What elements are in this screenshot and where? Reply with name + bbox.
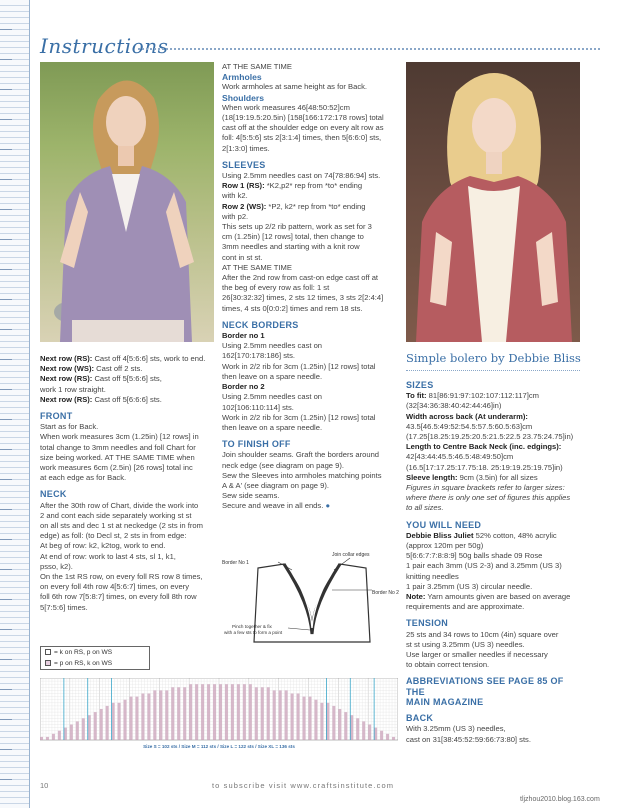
- purl-column: [94, 712, 97, 740]
- purl-column: [135, 697, 138, 740]
- chart-key: = k on RS, p on WS = p on RS, k on WS: [40, 646, 150, 670]
- purl-column: [237, 684, 240, 740]
- instructions-column-2: AT THE SAME TIME Armholes Work armholes at same height as for Back. Shoulders When work measures 46[48:50:52]cm (18[19:19.5:20.5in) [158[166:172:178 rows] total cast off at the shoulder edge on every alt row as foll: 4[5:5:6] sts 2[3:1:4] times, then 5[6:6:0] sts, 2[1:3:0] times. SLEEVES Using 2.5mm needles cast on 74[78:86:94] sts. Row 1 (RS): *K2,p2* rep from *to* ending with k2. Row 2 (WS): *P2, k2* rep from *to* ending with p2. This sets up 2/2 rib pattern, work as set for 3 cm (1.25in) [12 rows] total, then change to 3mm needles and starting with a knit row cont in st st. AT THE SAME TIME After the 2nd row from cast-on edge cast off at the beg of every row as foll: 1 st 26[30:32:32] times, 2 sts 12 times, 3 sts 2[2:4:4] times, 4 sts 0[0:0:2] times and rem 18 sts. NECK BORDERS Border no 1 Using 2.5mm needles cast on 162[170:178:186] sts. Work in 2/2 rib for 3cm (1.25in) [12 rows] total then leave on a spare needle. Border no 2 Using 2.5mm needles cast on 102[106:110:114] sts. Work in 2/2 rib for 3cm (1.25in) [12 rows] total then leave on a spare needle. TO FINISH OFF Join shoulder seams. Graft the borders around neck edge (see diagram on page 9). Sew the Sleeves into armholes matching points A & A' (see diagram on page 9). Sew side seams. Secure and weave in all ends. ●: [222, 62, 402, 512]
- purl-column: [207, 684, 210, 740]
- diagram-border2-label: Border No 2: [372, 590, 399, 596]
- purl-column: [332, 706, 335, 740]
- purl-column: [100, 709, 103, 740]
- purl-column: [255, 687, 258, 740]
- purl-column: [147, 694, 150, 741]
- purl-column: [309, 697, 312, 740]
- purl-column: [344, 712, 347, 740]
- purl-column: [303, 697, 306, 740]
- garment-diagram: [222, 550, 400, 650]
- model-photo-left: [40, 62, 214, 342]
- purl-column: [58, 731, 61, 740]
- purl-column: [362, 721, 365, 740]
- knit-symbol-icon: [45, 649, 51, 655]
- purl-column: [46, 737, 49, 740]
- sizes-heading: SIZES: [406, 380, 434, 390]
- purl-column: [249, 684, 252, 740]
- purl-column: [285, 690, 288, 740]
- purl-column: [159, 690, 162, 740]
- purl-column: [320, 703, 323, 740]
- title-divider: [138, 48, 600, 50]
- purl-column: [297, 694, 300, 741]
- purl-column: [183, 687, 186, 740]
- diagram-join-label: Join collar edges: [332, 552, 370, 558]
- subtitle-divider: [406, 370, 580, 371]
- purl-column: [374, 728, 377, 740]
- purl-symbol-icon: [45, 660, 51, 666]
- purl-column: [243, 684, 246, 740]
- footer-subscribe: to subscribe visit www.craftsinstitute.com: [212, 781, 395, 790]
- neck-borders-heading: NECK BORDERS: [222, 319, 299, 330]
- instructions-column-3: SIZES To fit: 81[86:91:97:102:107:112:117]cm (32[34:36:38:40:42:44:46]in) Width across back (At underarm): 43.5[46.5:49:52:54.5:57.5:60.5:63]cm (17.25[18.25:19.25:20.5:21.5:22.5 23.75:24.75]in) Length to Centre Back Neck (inc. edgings): 42[43:44:45.5:46.5:48:49:50]cm (16.5[17:17.25:17.75:18. 25:19:19.25:19.75]in) Sleeve length: 9cm (3.5in) for all sizes Figures in square brackets refer to larger sizes: where there is only one set of figures this applies to all sizes. YOU WILL NEED Debbie Bliss Juliet 52% cotton, 48% acrylic (approx 120m per 50g) 5[6:6:7:7:8:8:9] 50g balls shade 09 Rose 1 pair each 3mm (US 2-3) and 3.25mm (US 3) knitting needles 1 pair 3.25mm (US 3) circular needle. Note: Yarn amounts given are based on average requirements and are approximate. TENSION 25 sts and 34 rows to 10cm (4in) square over st st using 3.25mm (US 3) needles. Use larger or smaller needles if necessary to obtain correct tension. ABBREVIATIONS SEE PAGE 85 OF THE MAIN MAGAZINE BACK With 3.25mm (US 3) needles, cast on 31[38:45:52:59:66:73:80] sts.: [406, 374, 584, 745]
- pattern-title: Simple bolero by Debbie Bliss: [406, 351, 581, 365]
- purl-column: [279, 690, 282, 740]
- purl-column: [261, 687, 264, 740]
- abbreviations-heading: ABBREVIATIONS SEE PAGE 85 OF THE MAIN MAGAZINE: [406, 676, 564, 707]
- neck-heading: NECK: [40, 489, 67, 500]
- page-number: 10: [40, 781, 49, 790]
- purl-column: [171, 687, 174, 740]
- purl-column: [124, 700, 127, 740]
- chart-size-label: Size S = 102 sts / Size M = 112 sts / Size L = 122 sts / Size XL = 136 sts: [143, 744, 295, 749]
- purl-column: [189, 684, 192, 740]
- purl-column: [195, 684, 198, 740]
- purl-column: [141, 694, 144, 741]
- purl-column: [106, 706, 109, 740]
- purl-column: [231, 684, 234, 740]
- purl-column: [356, 718, 359, 740]
- model-photo-right: [406, 62, 580, 342]
- purl-column: [76, 721, 79, 740]
- purl-column: [118, 703, 121, 740]
- purl-column: [291, 694, 294, 741]
- purl-column: [225, 684, 228, 740]
- purl-column: [219, 684, 222, 740]
- watermark: tljzhou2010.blog.163.com: [520, 796, 600, 803]
- purl-column: [273, 690, 276, 740]
- finish-heading: TO FINISH OFF: [222, 439, 291, 450]
- tension-heading: TENSION: [406, 618, 449, 629]
- purl-column: [201, 684, 204, 740]
- purl-column: [165, 690, 168, 740]
- diagram-pinch-label-2: with a few sts to form a point: [224, 630, 283, 635]
- purl-column: [64, 728, 67, 740]
- purl-column: [267, 687, 270, 740]
- purl-column: [40, 737, 43, 740]
- purl-column: [314, 700, 317, 740]
- purl-column: [326, 703, 329, 740]
- front-heading: FRONT: [40, 411, 73, 422]
- page-ruler: [0, 0, 30, 808]
- purl-column: [130, 697, 133, 740]
- purl-column: [52, 734, 55, 740]
- purl-column: [88, 715, 91, 740]
- purl-column: [82, 718, 85, 740]
- back-heading: BACK: [406, 713, 434, 724]
- purl-column: [70, 725, 73, 741]
- purl-column: [213, 684, 216, 740]
- diagram-pinch-label: Pinch together & fix: [232, 624, 272, 629]
- page-title: Instructions: [40, 34, 169, 58]
- end-bullet-icon: ●: [325, 501, 331, 511]
- sleeves-heading: SLEEVES: [222, 159, 266, 170]
- purl-column: [380, 731, 383, 740]
- back-shaping-rows: Next row (RS): Cast off 4[5:6:6] sts, work to end. Next row (WS): Cast off 2 sts. Next row (RS): Cast off 5[5:6:6] sts, work 1 row straight. Next row (RS): Cast off 5[6:6:6] sts. FRONT Start as for Back. When work measures 3cm (1.25in) [12 rows] in total change to 3mm needles and foll Chart for size being worked. AT THE SAME TIME when work measures 6cm (2.5in) [26 rows] total inc at each edge as for Back. NECK After the 30th row of Chart, divide the work into 2 and cont each side separately working st st on all sts and dec 1 st at neckedge (2 sts in from edge) as foll: (to Decl st, 2 sts in from edge: At beg of row: k2, k2tog, work to end. At end of row: work to last 4 sts, sl 1, k1, psso, k2). On the 1st RS row, on every foll RS row 8 times, on every foll 4th row 4[5:6:7] times, on every foll 6th row 7[5:8:7] times, on every foll 8th row 5[7:5:6] times.: [40, 354, 210, 613]
- purl-column: [350, 715, 353, 740]
- purl-column: [338, 709, 341, 740]
- you-will-need-heading: YOU WILL NEED: [406, 519, 482, 530]
- purl-column: [386, 734, 389, 740]
- purl-column: [177, 687, 180, 740]
- purl-column: [368, 725, 371, 741]
- purl-column: [392, 737, 395, 740]
- purl-column: [153, 690, 156, 740]
- knitting-chart: [40, 678, 398, 750]
- purl-column: [112, 703, 115, 740]
- diagram-border1-label: Border No 1: [222, 560, 249, 566]
